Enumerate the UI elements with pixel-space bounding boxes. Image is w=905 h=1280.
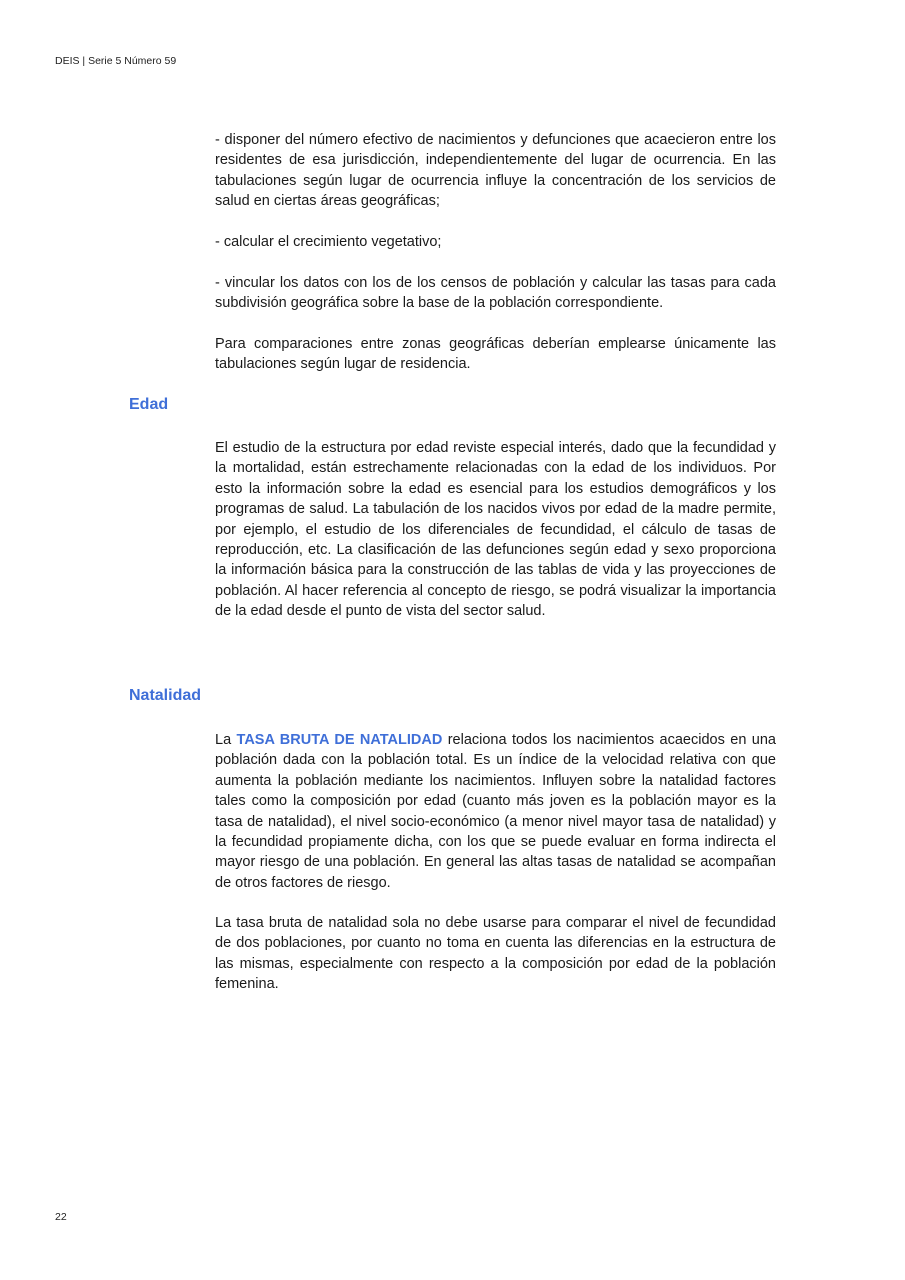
residence-list-item-3: - vincular los datos con los de los censos de población y calcular las tasas para cada subdivisión geográfica sobre la base de la población correspondiente. [215,275,776,312]
natalidad-p1-lead: La [215,732,237,748]
running-header: DEIS | Serie 5 Número 59 [55,55,177,67]
natalidad-paragraph-2: La tasa bruta de natalidad sola no debe usarse para comparar el nivel de fecundidad de dos poblaciones, por cuanto no toma en cuenta las diferencias en la estructura de las mismas, especialmente con respecto a la composición por edad de la población femenina. [215,915,776,993]
residence-list-item-2: - calcular el crecimiento vegetativo; [215,234,442,250]
residence-closing-paragraph: Para comparaciones entre zonas geográficas deberían emplearse únicamente las tabulaciones según lugar de residencia. [215,336,776,373]
section-heading-natalidad: Natalidad [129,687,202,704]
tasa-bruta-natalidad-term: TASA BRUTA DE NATALIDAD [236,732,443,748]
residence-list-item-1: - disponer del número efectivo de nacimientos y defunciones que acaecieron entre los residentes de esa jurisdicción, independientemente del lugar de ocurrencia. En las tabulaciones según lugar de ocurrencia influye la concentración de los servicios de salud en ciertas áreas geográficas; [215,132,776,210]
section-heading-edad: Edad [129,396,169,413]
edad-paragraph: El estudio de la estructura por edad reviste especial interés, dado que la fecundidad y la mortalidad, están estrechamente relacionadas con la edad de los individuos. Por esto la información sobre la edad es esencial para los estudios demográficos y los programas de salud. La tabulación de los nacidos vivos por edad de la madre permite, por ejemplo, el estudio de los diferenciales de fecundidad, el cálculo de tasas de reproducción, etc. La clasificación de las defunciones según edad y sexo proporciona la información básica para la construcción de las tablas de vida y las proyecciones de población. Al hacer referencia al concepto de riesgo, se podrá visualizar la importancia de la edad desde el punto de vista del sector salud. [215,440,776,620]
page-number: 22 [55,1211,67,1223]
natalidad-p1-rest: relaciona todos los nacimientos acaecidos en una población dada con la población total. Es un índice de la velocidad relativa con que aumenta la población mediante los nacimientos. Influyen sobre la natalidad factores tales como la composición por edad (cuanto más joven es la población mayor es la tasa de natalidad), el nivel socio-económico (a menor nivel mayor tasa de natalidad) y la fecundidad propiamente dicha, con los que se puede evaluar en forma indirecta el mayor riesgo de una población. En general las altas tasas de natalidad se acompañan de otros factores de riesgo. [215,732,776,891]
natalidad-paragraph-1 [215,730,776,893]
